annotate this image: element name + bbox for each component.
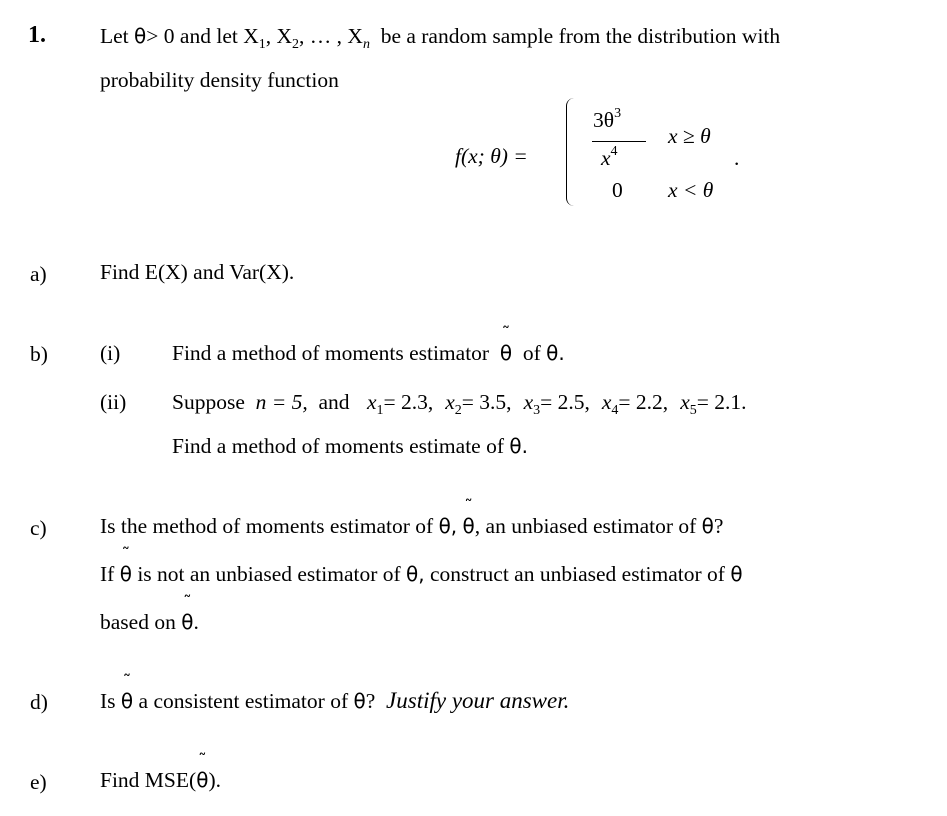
intro-gt0: > 0 [146,24,175,48]
pdf-zero: 0 [612,178,623,202]
pdf-numerator: $3\theta^3$ [593,106,622,132]
part-b-ii-line1: Suppose n = 5, and $x_1= 2.3$, $x_2= 3.5$, $x_3= 2.5$, $x_4= 2.2$, $x_5= 2.1$. [172,390,747,418]
intro-theta: θ [134,24,147,48]
intro-sample-x2: $X_2$ [276,24,300,52]
pdf-denominator: $x^4$ [601,144,618,170]
intro-ellipsis: , … , [299,24,343,48]
sample-value-2: $x_2= 3.5$, [445,390,512,418]
sample-values [355,390,747,418]
part-c-line2: If ˜ θ is not an unbiased estimator of θ, construct an unbiased estimator of θ [100,545,743,586]
part-e-label: e) [30,770,47,794]
part-c-line1: Is the method of moments estimator of θ, ˜ θ, an unbiased estimator of θ? [100,497,724,538]
part-a-label: a) [30,262,47,286]
justify-text: Justify your answer. [386,688,570,713]
sample-value-1: $x_1= 2.3$, [366,390,434,418]
part-d-label: d) [30,690,48,714]
pdf-lhs: f(x; θ) = [455,144,528,168]
theta-tilde: ˜ θ [181,593,194,634]
intro-sample-xn: $X_n$ [347,24,370,52]
question-intro-line1 [100,24,780,53]
question-number: 1. [28,22,46,48]
part-b-i-text: Find a method of moments estimator ˜ θ of θ. [172,324,565,365]
sample-value-5: $x_5= 2.1$. [680,390,747,418]
intro-comma1: , [265,24,272,48]
question-intro-line2: probability density function [100,68,339,92]
pdf-period: . [734,146,740,170]
part-c-line3: based on ˜ θ. [100,593,199,634]
part-e-text: Find MSE( ˜ θ). [100,751,221,792]
part-a-text: Find E(X) and Var(X). [100,260,295,284]
part-b-ii-line2: Find a method of moments estimate of θ. [172,434,528,458]
intro-rest: be a random sample from the distribution with [380,24,781,48]
intro-and-let: and let [179,24,238,48]
theta-tilde: ˜ θ [119,545,132,586]
theta-tilde: ˜ θ [120,672,134,713]
pdf-brace [566,98,577,206]
part-d-text: Is ˜ θ a consistent estimator of θ? Justify your answer. [100,672,570,713]
part-b-ii-label: (ii) [100,390,127,414]
theta-tilde: ˜ θ [462,497,475,538]
part-b-label: b) [30,342,48,366]
sample-value-3: $x_3= 2.5$, [523,390,590,418]
intro-sample-x1: $X_1$ [243,24,266,52]
pdf-condition-2: x < θ [668,178,714,202]
pdf-fraction-bar [592,141,646,142]
part-b-i-label: (i) [100,341,121,365]
part-c-label: c) [30,516,47,540]
intro-let: Let [100,24,129,48]
theta-tilde: ˜ θ [196,751,209,792]
sample-value-4: $x_4= 2.2$, [601,390,669,418]
theta-tilde: ˜ θ [499,324,513,365]
pdf-condition-1: x ≥ θ [668,124,711,148]
